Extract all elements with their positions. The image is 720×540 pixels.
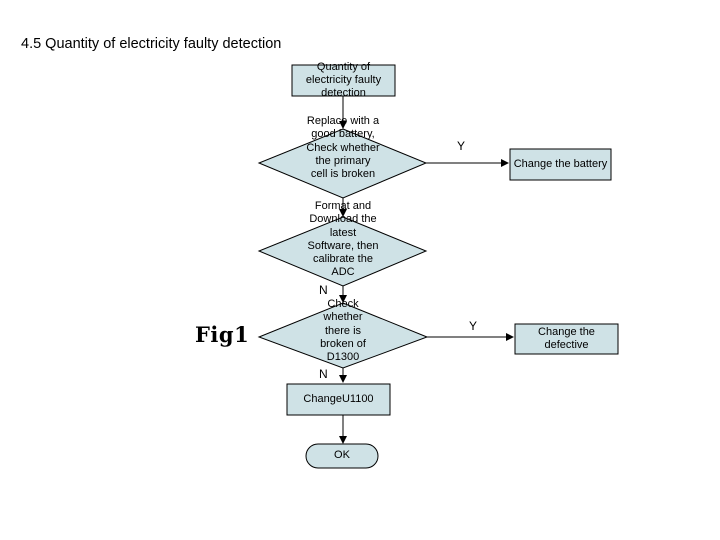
decision3-label: Check whether there is broken of D1300 <box>320 298 366 364</box>
decision3-yes-label: Y <box>469 319 478 333</box>
decision2-no-label: N <box>319 283 328 297</box>
figure-label: Fig1 <box>195 322 250 347</box>
final-action-label: ChangeU1100 <box>303 393 374 406</box>
defective-action-label: Change the defective <box>538 325 595 351</box>
decision2-label: Format and Download the latest Software, then calibrate the ADC <box>307 200 379 279</box>
end-label: OK <box>334 449 350 462</box>
start-node-label: Quantity of electricity faulty detection <box>305 60 382 100</box>
decision3-no-label: N <box>319 367 328 381</box>
decision1-yes-label: Y <box>457 139 466 153</box>
battery-action-label: Change the battery <box>513 158 608 171</box>
page-title: 4.5 Quantity of electricity faulty detection <box>21 36 282 52</box>
decision1-label: Replace with a good battery, Check whether the primary cell is broken <box>306 115 380 181</box>
